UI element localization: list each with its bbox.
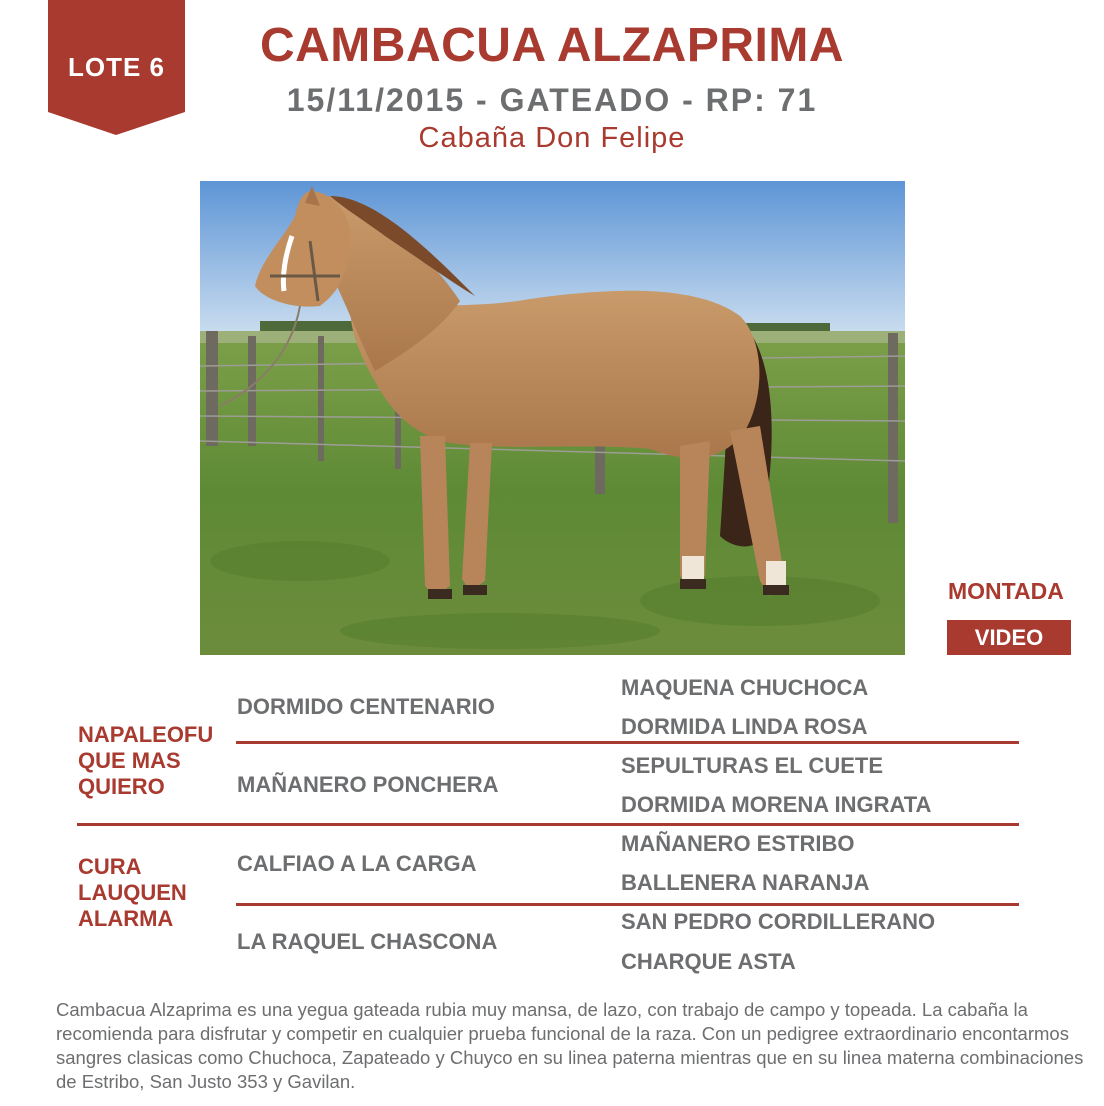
horse-details: 15/11/2015 - GATEADO - RP: 71 — [286, 82, 818, 118]
pedigree-divider — [77, 823, 1019, 826]
pedigree-great-grandparent: BALLENERA NARANJA — [621, 870, 870, 895]
breeder-name: Cabaña Don Felipe — [418, 122, 686, 154]
pedigree-dam-dam: LA RAQUEL CHASCONA — [237, 929, 498, 954]
pedigree-sire-dam: MAÑANERO PONCHERA — [237, 772, 499, 797]
pedigree-great-grandparent: CHARQUE ASTA — [621, 949, 796, 974]
pedigree-sire: NAPALEOFU QUE MAS QUIERO — [78, 722, 214, 799]
horse-photo — [200, 181, 905, 655]
pedigree-great-grandparent: SAN PEDRO CORDILLERANO — [621, 909, 936, 934]
pedigree-sire-sire: DORMIDO CENTENARIO — [237, 694, 495, 719]
pedigree-divider — [236, 741, 1019, 744]
video-button[interactable]: VIDEO — [947, 620, 1071, 655]
pedigree-great-grandparent: DORMIDA LINDA ROSA — [621, 714, 868, 739]
pedigree-great-grandparent: DORMIDA MORENA INGRATA — [621, 792, 932, 817]
lot-label: LOTE 6 — [67, 52, 165, 82]
page-title: CAMBACUA ALZAPRIMA — [259, 19, 845, 72]
pedigree-dam: CURA LAUQUEN ALARMA — [78, 854, 187, 931]
montada-label: MONTADA — [948, 578, 1064, 604]
pedigree-divider — [236, 903, 1019, 906]
horse-description: Cambacua Alzaprima es una yegua gateada rubia muy mansa, de lazo, con trabajo de campo y topeada. La cabaña la recomienda para disfrutar y competir en cualquier prueba funcional de la raza. Con un pedigree extraordinario encontarmos sangres clasicas como Chuchoca, Zapateado y Chuyco en su linea paterna mientras que en su linea materna combinaciones de Estribo, San Justo 353 y Gavilan. — [56, 999, 1084, 1092]
pedigree-great-grandparent: MAQUENA CHUCHOCA — [621, 675, 869, 700]
pedigree-great-grandparent: MAÑANERO ESTRIBO — [621, 831, 855, 856]
pedigree-dam-sire: CALFIAO A LA CARGA — [237, 851, 477, 876]
pedigree-great-grandparent: SEPULTURAS EL CUETE — [621, 753, 883, 778]
